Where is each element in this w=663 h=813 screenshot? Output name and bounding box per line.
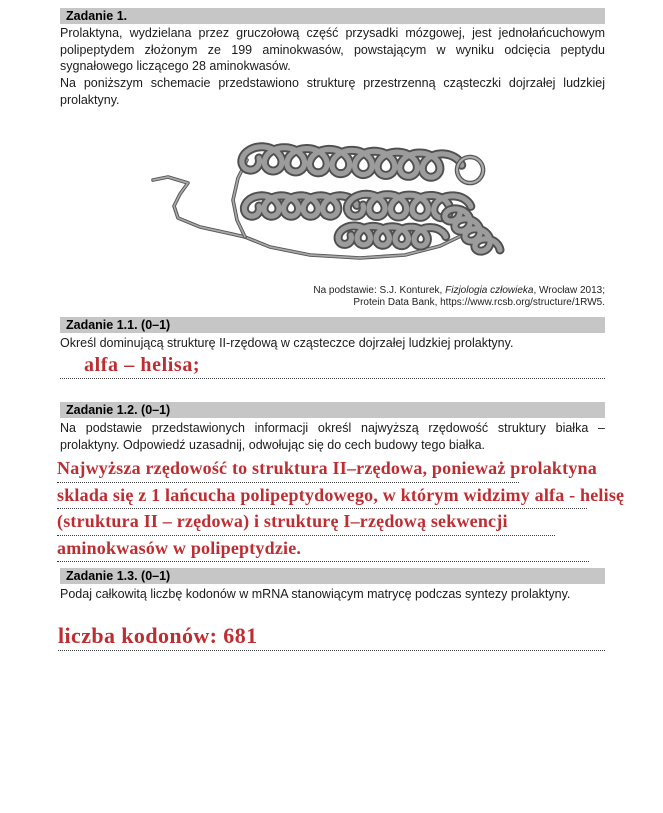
task-1-3-question: Podaj całkowitą liczbę kodonów w mRNA stanowiącym matrycę podczas syntezy prolaktyny. xyxy=(60,587,571,601)
source-line-2: Protein Data Bank, https://www.rcsb.org/structure/1RW5. xyxy=(353,296,605,308)
task-1-intro-paragraph: Prolaktyna, wydzielana przez gruczołową część przysadki mózgowej, jest jednołańcuchowym polipeptydem złożonym ze 199 aminokwasów, powstającym w wyniku odcięcia peptydu sygnałowego liczącego 28 aminokwasów. xyxy=(60,26,605,74)
source-line-1: Na podstawie: S.J. Konturek, Fizjologia człowieka, Wrocław 2013; xyxy=(313,285,605,296)
task-1-1-question: Określ dominującą strukturę II-rzędową w cząsteczce dojrzałej ludzkiej prolaktyny. xyxy=(60,336,514,350)
task-1-2-question: Na podstawie przedstawionych informacji określ najwyższą rzędowość struktury białka – prolaktyny. Odpowiedź uzasadnij, odwołując się do cech budowy tego białka. xyxy=(60,421,605,452)
source-attribution xyxy=(60,285,605,309)
task-1-scheme-paragraph: Na poniższym schemacie przedstawiono strukturę przestrzenną cząsteczki dojrzałej ludzkiej prolaktyny. xyxy=(60,76,605,107)
protein-ribbon-structure-image xyxy=(150,112,505,284)
task-1-1-header: Zadanie 1.1. (0–1) xyxy=(60,317,605,333)
task-1-2-header: Zadanie 1.2. (0–1) xyxy=(60,402,605,418)
task-1-2-answer-line-1: Najwyższa rzędowość to struktura II–rzędowa, ponieważ prolaktyna xyxy=(57,456,519,483)
task-1-3-header: Zadanie 1.3. (0–1) xyxy=(60,568,605,584)
task-1-1-answer-line: alfa – helisa; xyxy=(60,352,605,379)
task-1-2-answer xyxy=(57,456,625,562)
task-1-2-answer-line-2: sklada się z 1 lańcucha polipeptydowego, w którym widzimy alfa - helisę xyxy=(57,483,587,510)
task-1-header: Zadanie 1. xyxy=(60,8,605,24)
task-1-2-answer-line-3: (struktura II – rzędowa) i strukturę I–rzędową sekwencji xyxy=(57,509,555,536)
task-1-2-answer-line-4: aminokwasów w polipeptydzie. xyxy=(57,536,589,563)
task-1-3-answer-line: liczba kodonów: 681 xyxy=(58,621,605,651)
